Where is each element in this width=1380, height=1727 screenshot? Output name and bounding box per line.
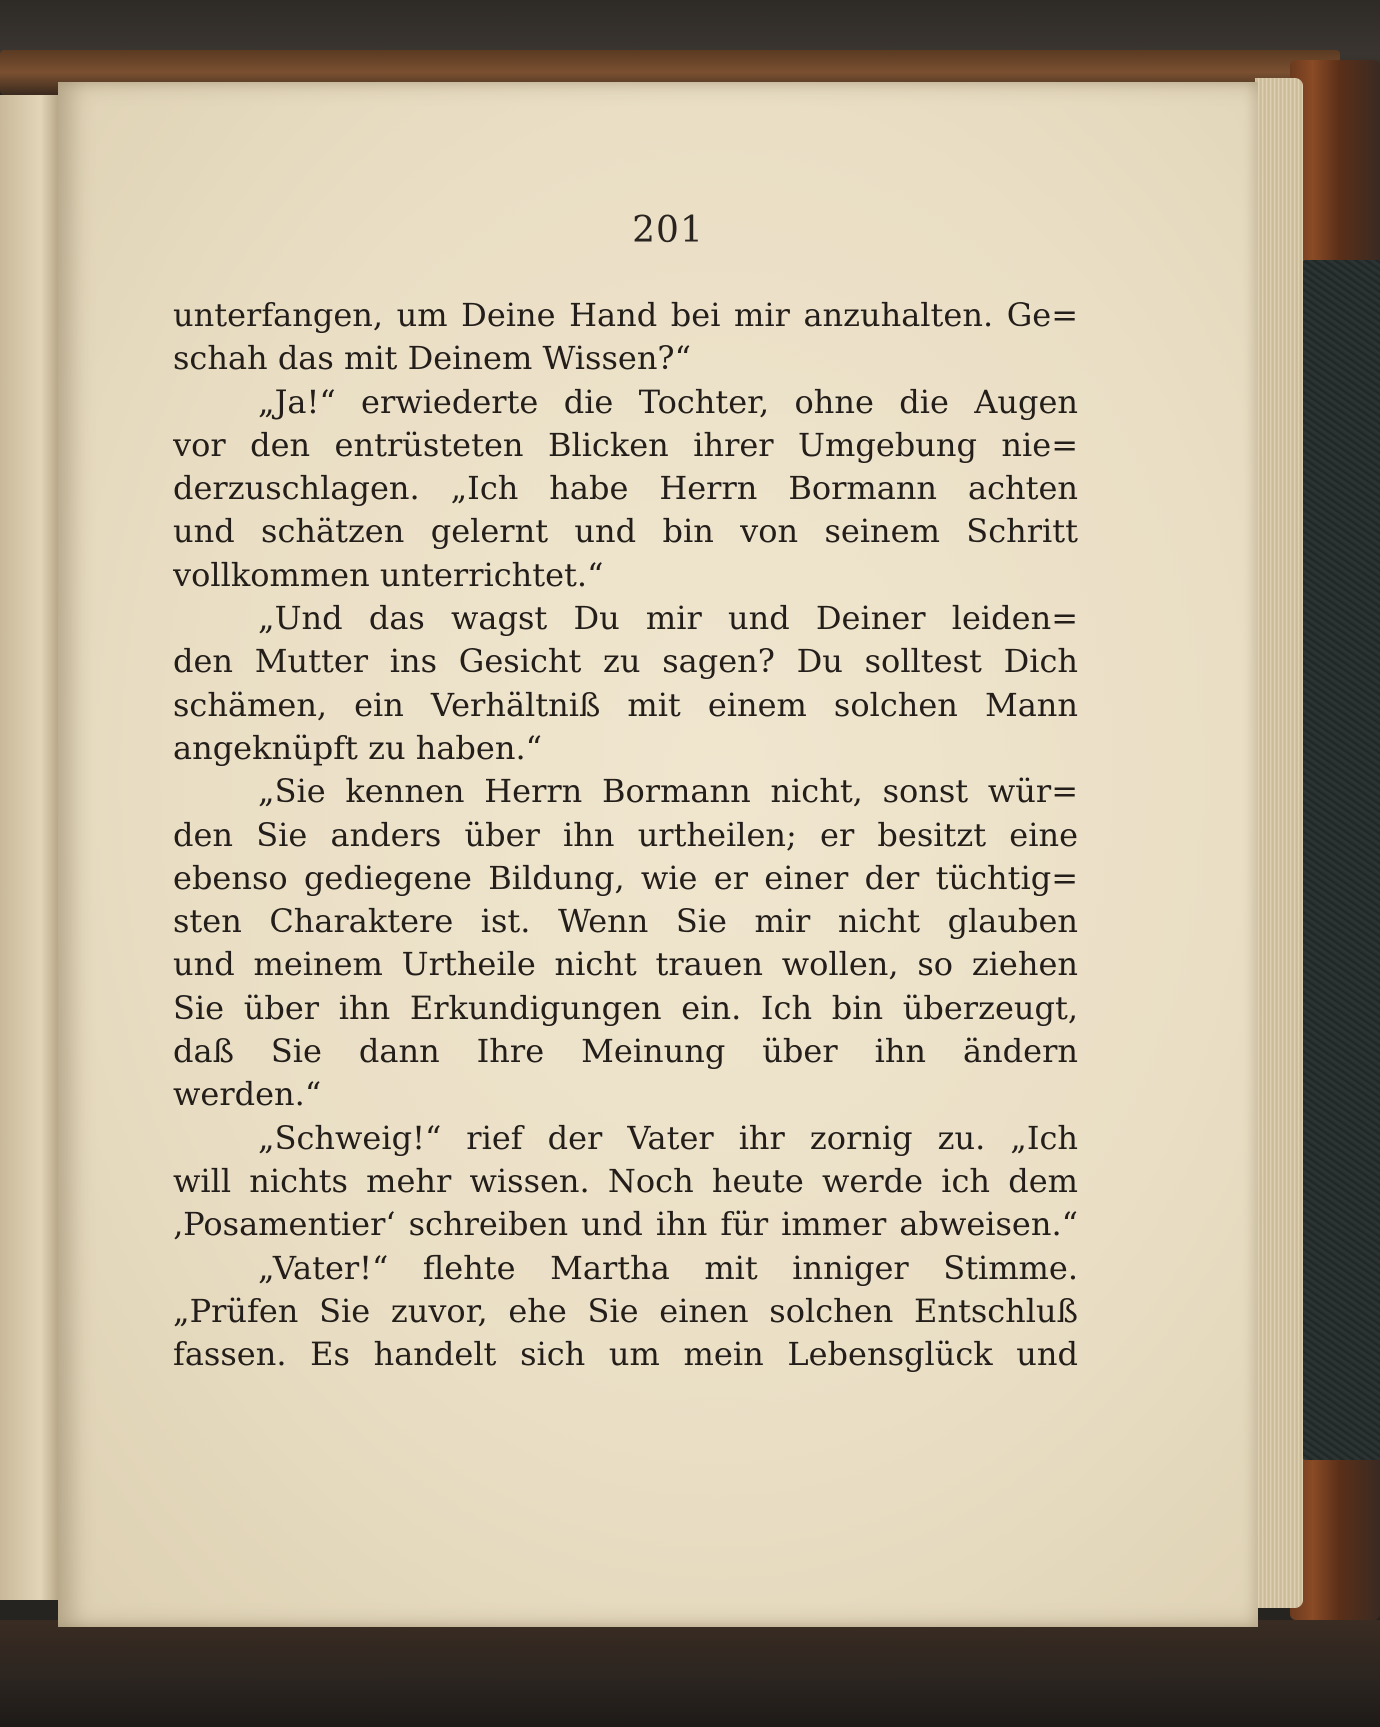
text-line: ‚Posamentier‘ schreiben und ihn für immer abweisen.“ — [173, 1205, 1078, 1244]
text-line: vor den entrüsteten Blicken ihrer Umgebung nie= — [173, 425, 1078, 464]
book-page — [58, 82, 1258, 1627]
text-line: angeknüpft zu haben.“ — [173, 728, 542, 767]
text-line: derzuschlagen. „Ich habe Herrn Bormann achten — [173, 469, 1078, 508]
text-line: fassen. Es handelt sich um mein Lebensglück und — [173, 1335, 1078, 1374]
text-line: schämen, ein Verhältniß mit einem solchen Mann — [173, 685, 1078, 724]
text-line: ebenso gediegene Bildung, wie er einer der tüchtig= — [173, 858, 1078, 897]
text-line: und schätzen gelernt und bin von seinem Schritt — [173, 512, 1078, 551]
page-stack-edges — [1255, 78, 1303, 1608]
page-number: 201 — [632, 210, 704, 251]
page-text — [173, 294, 1078, 1376]
text-line: daß Sie dann Ihre Meinung über ihn ändern — [173, 1032, 1078, 1071]
book-cover-bottom-edge — [0, 1620, 1380, 1727]
text-line: unterfangen, um Deine Hand bei mir anzuhalten. Ge= — [173, 296, 1078, 334]
text-line: schah das mit Deinem Wissen?“ — [173, 339, 691, 378]
text-line: werden.“ — [173, 1075, 322, 1114]
text-line: den Mutter ins Gesicht zu sagen? Du solltest Dich — [173, 642, 1078, 681]
text-line: „Prüfen Sie zuvor, ehe Sie einen solchen Entschluß — [173, 1291, 1078, 1330]
text-line: „Und das wagst Du mir und Deiner leiden= — [258, 599, 1078, 638]
text-line: und meinem Urtheile nicht trauen wollen, so ziehen — [173, 945, 1078, 984]
text-line: „Vater!“ flehte Martha mit inniger Stimme. — [258, 1248, 1078, 1287]
text-line: vollkommen unterrichtet.“ — [173, 555, 604, 594]
text-line: Sie über ihn Erkundigungen ein. Ich bin überzeugt, — [173, 988, 1078, 1027]
text-line: sten Charaktere ist. Wenn Sie mir nicht glauben — [173, 902, 1078, 941]
text-line: „Sie kennen Herrn Bormann nicht, sonst wür= — [258, 772, 1078, 811]
book-cover-right — [1290, 60, 1380, 1620]
text-line: den Sie anders über ihn urtheilen; er besitzt eine — [173, 815, 1078, 854]
left-facing-page — [0, 95, 58, 1600]
text-line: „Schweig!“ rief der Vater ihr zornig zu. „Ich — [258, 1118, 1078, 1157]
text-line: will nichts mehr wissen. Noch heute werde ich dem — [173, 1161, 1078, 1200]
cover-cloth — [1302, 260, 1380, 1460]
text-line: „Ja!“ erwiederte die Tochter, ohne die Augen — [258, 382, 1078, 421]
